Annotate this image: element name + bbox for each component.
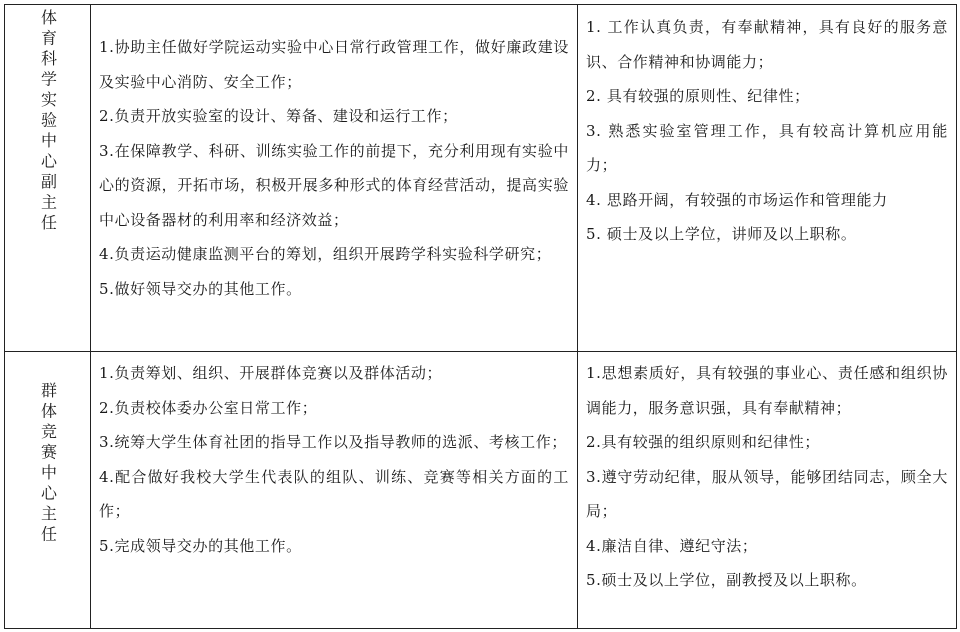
position-cell xyxy=(5,5,91,352)
duty-item: 2.负责校体委办公室日常工作； xyxy=(99,398,318,417)
requirement-item: 4. 思路开阔，有较强的市场运作和管理能力 xyxy=(586,190,888,209)
duty-item: 1.负责筹划、组织、开展群体竞赛以及群体活动； xyxy=(99,364,443,382)
requirement-item: 3. 熟悉实验室管理工作，具有较高计算机应用能力； xyxy=(586,121,948,174)
table-row xyxy=(5,5,957,352)
requirement-item: 3.遵守劳动纪律，服从领导，能够团结同志，顾全大局； xyxy=(586,467,948,520)
duty-item: 4.配合做好我校大学生代表队的组队、训练、竞赛等相关方面的工作； xyxy=(99,467,569,520)
duty-item: 3.在保障教学、科研、训练实验工作的前提下，充分利用现有实验中心的资源，开拓市场，积极开展多种形式的体育经营活动，提高实验中心设备器材的利用率和经济效益； xyxy=(99,141,569,229)
position-title: 群体竞赛中心主任 xyxy=(38,382,58,546)
requirement-item: 2. 具有较强的原则性、纪律性； xyxy=(586,87,810,105)
position-cell xyxy=(5,352,91,629)
duty-item: 1.协助主任做好学院运动实验中心日常行政管理工作，做好廉政建设及实验中心消防、安全工作； xyxy=(99,38,569,91)
duty-item: 5.做好领导交办的其他工作。 xyxy=(99,279,302,298)
duties-cell xyxy=(91,352,578,629)
requirements-cell xyxy=(578,352,957,629)
position-title: 体育科学实验中心副主任 xyxy=(38,9,58,235)
requirement-item: 4.廉洁自律、遵纪守法； xyxy=(586,536,758,555)
requirement-item: 5. 硕士及以上学位，讲师及以上职称。 xyxy=(586,225,857,243)
requirement-item: 5.硕士及以上学位，副教授及以上职称。 xyxy=(586,571,867,589)
duty-item: 4.负责运动健康监测平台的筹划，组织开展跨学科实验科学研究； xyxy=(99,245,552,263)
duty-item: 3.统筹大学生体育社团的指导工作以及指导教师的选派、考核工作； xyxy=(99,433,567,451)
duty-item: 5.完成领导交办的其他工作。 xyxy=(99,536,302,555)
table-row xyxy=(5,352,957,629)
requirement-item: 1. 工作认真负责，有奉献精神，具有良好的服务意识、合作精神和协调能力； xyxy=(586,18,948,71)
duties-cell xyxy=(91,5,578,352)
job-description-table xyxy=(4,4,957,629)
requirement-item: 1.思想素质好，具有较强的事业心、责任感和组织协调能力，服务意识强，具有奉献精神； xyxy=(586,364,948,417)
requirements-cell xyxy=(578,5,957,352)
requirement-item: 2.具有较强的组织原则和纪律性； xyxy=(586,433,820,451)
duty-item: 2.负责开放实验室的设计、筹备、建设和运行工作； xyxy=(99,107,458,125)
